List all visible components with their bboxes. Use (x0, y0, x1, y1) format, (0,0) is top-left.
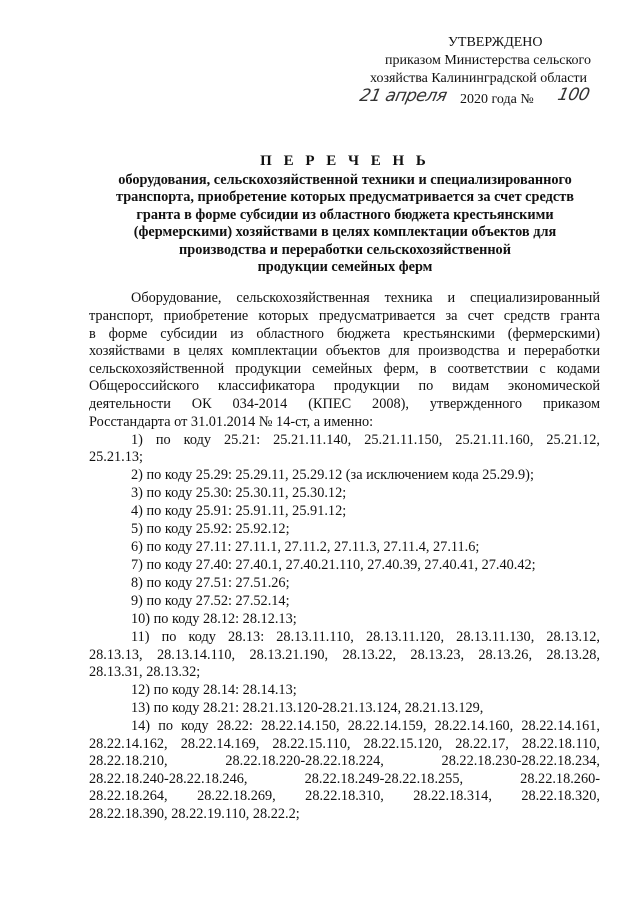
list-item-line: 9) по коду 27.52: 27.52.14; (131, 593, 290, 609)
title-subtitle-line: (фермерскими) хозяйствами в целях комплектации объектов для (133, 224, 557, 241)
list-item (89, 539, 600, 557)
list-item (89, 593, 600, 611)
document-body (89, 290, 600, 824)
list-item (89, 432, 600, 467)
approval-line-region: хозяйства Калининградской области (370, 71, 588, 86)
approval-date-line (357, 85, 632, 110)
title-subtitle-line: оборудования, сельскохозяйственной техники и специализированного (118, 172, 572, 188)
intro-paragraph-line: деятельности ОК 034-2014 (КПЕС 2008), утвержденного приказом (89, 395, 600, 412)
intro-paragraph-line: хозяйствами в целях комплектации объектов для производства и переработки (89, 343, 600, 360)
list-item-line: 12) по коду 28.14: 28.14.13; (131, 682, 297, 699)
title-subtitle-line: гранта в форме субсидии из областного бюджета крестьянскими (136, 206, 554, 223)
list-item (89, 629, 600, 682)
title-subtitle-line: производства и переработки сельскохозяйственной (179, 241, 511, 258)
list-item-line: 28.22.18.264, 28.22.18.269, 28.22.18.310, 28.22.18.314, 28.22.18.320, (89, 788, 600, 805)
intro-paragraph-line: транспорт, приобретение которых предусматривается за счет средств гранта (89, 307, 600, 324)
list-item-line: 4) по коду 25.91: 25.91.11, 25.91.12; (131, 503, 347, 520)
intro-paragraph (89, 290, 600, 431)
list-item (89, 682, 600, 700)
list-item-line: 2) по коду 25.29: 25.29.11, 25.29.12 (за исключением кода 25.29.9); (131, 467, 534, 484)
approval-line-ministry: приказом Министерства сельского (385, 53, 591, 68)
list-item-line: 3) по коду 25.30: 25.30.11, 25.30.12; (131, 485, 347, 502)
list-item-line: 28.22.18.240-28.22.18.246, 28.22.18.249-28.22.18.255, 28.22.18.260- (89, 770, 600, 787)
list-item-line: 28.13.13, 28.13.14.110, 28.13.21.190, 28.13.22, 28.13.23, 28.13.26, 28.13.28, (89, 646, 600, 663)
list-item-line: 7) по коду 27.40: 27.40.1, 27.40.21.110, 27.40.39, 27.40.41, 27.40.42; (131, 557, 536, 574)
list-item (89, 611, 600, 629)
list-item (89, 718, 600, 824)
list-item (89, 700, 600, 718)
approval-stamp (357, 34, 632, 110)
list-item-line: 28.22.14.162, 28.22.14.169, 28.22.15.110, 28.22.15.120, 28.22.17, 28.22.18.110, (89, 735, 600, 752)
list-item-line: 28.13.31, 28.13.32; (89, 664, 201, 681)
title-main: П Е Р Е Ч Е Н Ь (260, 153, 430, 169)
list-item-line: 28.22.18.210, 28.22.18.220-28.22.18.224, 28.22.18.230-28.22.18.234, (89, 753, 600, 770)
list-item-line: 10) по коду 28.12: 28.12.13; (131, 610, 297, 627)
handwritten-date: 21 апреля (357, 86, 449, 106)
intro-paragraph-line: сельскохозяйственной продукции семейных ферм, в соответствии с кодами (89, 360, 600, 377)
list-item-line: 11) по коду 28.13: 28.13.11.110, 28.13.11.120, 28.13.11.130, 28.13.12, (131, 628, 600, 645)
list-item-line: 28.22.18.390, 28.22.19.110, 28.22.2; (89, 806, 300, 823)
list-item-line: 25.21.13; (89, 449, 144, 466)
intro-paragraph-line: Общероссийского классификатора продукции по видам экономической (89, 378, 600, 395)
approval-year-text: 2020 года № (460, 92, 534, 107)
list-item-line: 8) по коду 27.51: 27.51.26; (131, 575, 290, 592)
list-item (89, 467, 600, 485)
list-item (89, 503, 600, 521)
handwritten-order-number: 100 (555, 85, 592, 105)
list-item-line: 6) по коду 27.11: 27.11.1, 27.11.2, 27.11.3, 27.11.4, 27.11.6; (131, 539, 480, 556)
list-item-line: 1) по коду 25.21: 25.21.11.140, 25.21.11.150, 25.21.11.160, 25.21.12, (131, 431, 600, 448)
intro-paragraph-line: Росстандарта от 31.01.2014 № 14-ст, а именно: (89, 413, 374, 430)
list-item-line: 5) по коду 25.92: 25.92.12; (131, 521, 290, 538)
list-item (89, 485, 600, 503)
list-item-line: 13) по коду 28.21: 28.21.13.120-28.21.13.124, 28.21.13.129, (131, 700, 484, 717)
title-subtitle-line: транспорта, приобретение которых предусматривается за счет средств (116, 189, 574, 206)
title-subtitle-line: продукции семейных ферм (257, 259, 433, 276)
list-item-line: 14) по коду 28.22: 28.22.14.150, 28.22.14.159, 28.22.14.160, 28.22.14.161, (131, 718, 600, 735)
list-item (89, 557, 600, 575)
approval-heading: УТВЕРЖДЕНО (448, 35, 543, 50)
title-subtitle (100, 172, 590, 276)
document-title (100, 150, 590, 276)
list-item (89, 521, 600, 539)
list-item (89, 575, 600, 593)
intro-paragraph-line: в форме субсидии из областного бюджета крестьянскими (фермерскими) (89, 325, 600, 342)
intro-paragraph-line: Оборудование, сельскохозяйственная техника и специализированный (131, 290, 600, 307)
